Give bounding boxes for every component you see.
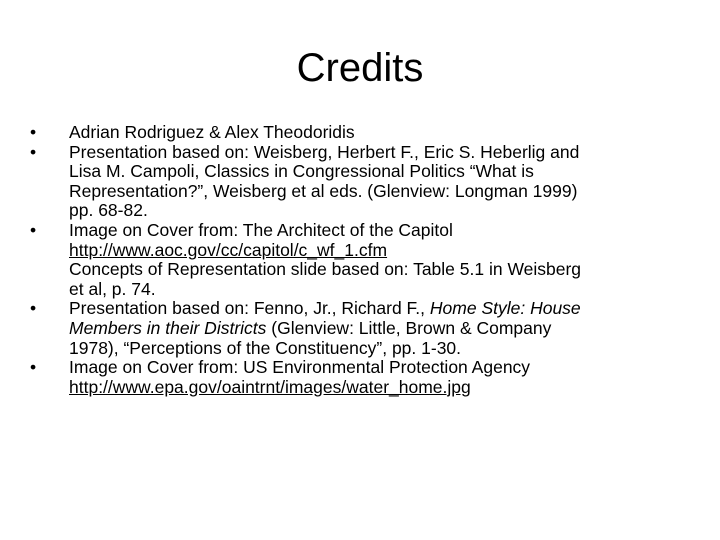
list-item [30,358,670,397]
credits-list [30,123,670,397]
bullet-icon: • [30,122,37,142]
list-item [30,299,670,358]
bullet-icon: • [30,219,37,240]
credit-text-line: et al, p. 74. [69,278,156,299]
aoc-link[interactable]: http://www.aoc.gov/cc/capitol/c_wf_1.cfm [69,239,388,260]
credit-text-segment: (Glenview: Little, Brown & Company [266,317,552,338]
credit-text-line [69,319,670,339]
credit-text-line [69,299,670,319]
credit-text-line: Image on Cover from: The Architect of the Capitol [69,219,453,240]
credit-text-segment: Presentation based on: Fenno, Jr., Richard F., [69,298,430,319]
credit-text-line: Image on Cover from: US Environmental Protection Agency [69,357,531,378]
epa-link[interactable]: http://www.epa.gov/oaintrnt/images/water_home.jpg [69,376,471,397]
credit-text-line: Concepts of Representation slide based on: Table 5.1 in Weisberg [69,259,582,280]
bullet-icon: • [30,298,37,319]
bullet-icon: • [30,357,37,378]
list-item [30,123,670,143]
list-item [30,221,670,299]
slide-title: Credits [296,46,424,90]
bullet-icon: • [30,141,37,162]
credit-text-line: 1978), “Perceptions of the Constituency”, pp. 1-30. [69,337,462,358]
credit-text-line: Lisa M. Campoli, Classics in Congressional Politics “What is [69,161,534,182]
credit-text-line: pp. 68-82. [69,200,148,221]
book-title-part: Home Style: House [429,298,581,319]
book-title-part: Members in their Districts [69,317,267,338]
credit-text-line: Representation?”, Weisberg et al eds. (Glenview: Longman 1999) [69,180,578,201]
credit-authors: Adrian Rodriguez & Alex Theodoridis [69,122,355,142]
credit-text-line: Presentation based on: Weisberg, Herbert F., Eric S. Heberlig and [69,141,580,162]
list-item [30,143,670,221]
